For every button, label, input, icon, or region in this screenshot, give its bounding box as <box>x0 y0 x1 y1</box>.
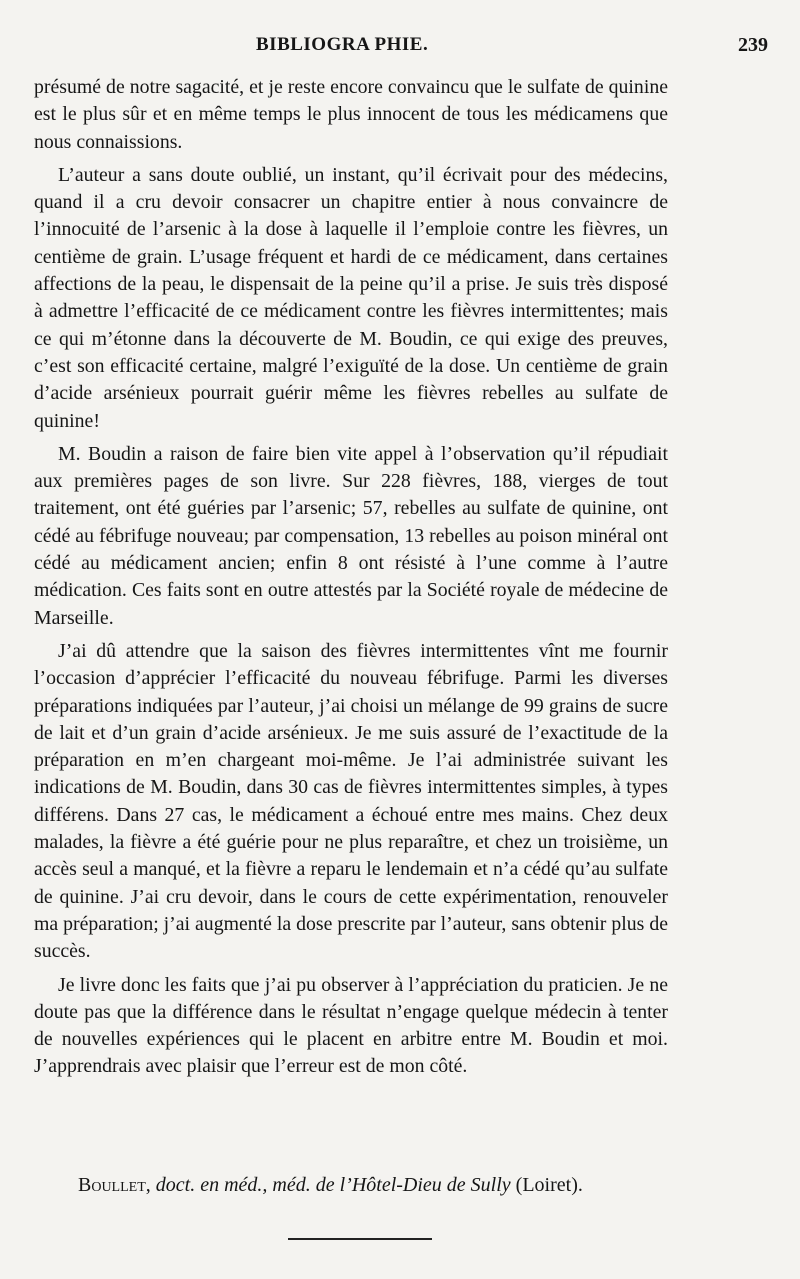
page-header <box>34 34 768 62</box>
author-signature: Boullet, doct. en méd., méd. de l’Hôtel-Dieu de Sully (Loiret). <box>78 1174 583 1196</box>
author-title: doct. en méd., méd. de l’Hôtel-Dieu de Sully <box>155 1174 511 1196</box>
paragraph-1: présumé de notre sagacité, et je reste encore convaincu que le sulfate de quinine est le plus sûr et en même temps le plus innocent de tous les médicamens que nous connaissions. <box>34 76 668 153</box>
author-location: (Loiret). <box>515 1174 583 1196</box>
page-number: 239 <box>738 34 768 56</box>
paragraph-5: Je livre donc les faits que j’ai pu observer à l’appréciation du praticien. Je ne doute pas que la différence dans le résultat n’engage quelque médecin à tenter de nouvelles expériences qui le placent en arbitre entre M. Boudin et moi. J’apprendrais avec plaisir que l’erreur est de mon côté. <box>34 973 668 1078</box>
paragraph-2: L’auteur a sans doute oublié, un instant, qu’il écrivait pour des médecins, quand il a cru devoir consacrer un chapitre entier à nous convaincre de l’innocuité de l’arsenic à la dose à laquelle il l’emploie contre les fièvres, un centième de grain. L’usage fréquent et hardi de ce médicament, dans certaines affections de la peau, le dispensait de la peine qu’il a prise. Je suis très disposé à admettre l’efficacité de ce médicament contre les fièvres intermittentes; mais ce qui m’étonne dans la découverte de M. Boudin, ce qui exige des preuves, c’est son efficacité certaine, malgré l’exiguïté de la dose. Un centième de grain d’acide arsénieux pourrait guérir même les fièvres rebelles au sulfate de quinine! <box>34 163 668 432</box>
body-text <box>34 74 668 1081</box>
paragraph-4: J’ai dû attendre que la saison des fièvres intermittentes vînt me fournir l’occasion d’apprécier l’efficacité du nouveau fébrifuge. Parmi les diverses préparations indiquées par l’auteur, j’ai choisi un mélange de 99 grains de sucre de lait et d’un grain d’acide arsénieux. Je me suis assuré de l’exactitude de la préparation en m’en chargeant moi-même. Je l’ai administrée suivant les indications de M. Boudin, dans 30 cas de fièvres intermittentes simples, à types différens. Dans 27 cas, le médicament a échoué entre mes mains. Chez deux malades, la fièvre a été guérie pour ne plus reparaître, et chez un troisième, un accès seul a manqué, et la fièvre a reparu le lendemain et n’a cédé qu’au sulfate de quinine. J’ai cru devoir, dans le cours de cette expérimentation, renouveler ma préparation; j’ai augmenté la dose prescrite par l’auteur, sans obtenir plus de succès. <box>34 639 668 963</box>
author-name: Boullet <box>78 1174 146 1196</box>
closing-rule <box>288 1238 432 1240</box>
paragraph-3: M. Boudin a raison de faire bien vite appel à l’observation qu’il répudiait aux premières pages de son livre. Sur 228 fièvres, 188, vierges de tout traitement, ont été guéries par l’arsenic; 57, rebelles au sulfate de quinine, ont cédé au fébrifuge nouveau; par compensation, 13 rebelles au poison minéral ont cédé au médicament ancien; enfin 8 ont résisté à l’une comme à l’autre médication. Ces faits sont en outre attestés par la Société royale de médecine de Marseille. <box>34 442 668 629</box>
running-title: BIBLIOGRA PHIE. <box>256 34 429 55</box>
